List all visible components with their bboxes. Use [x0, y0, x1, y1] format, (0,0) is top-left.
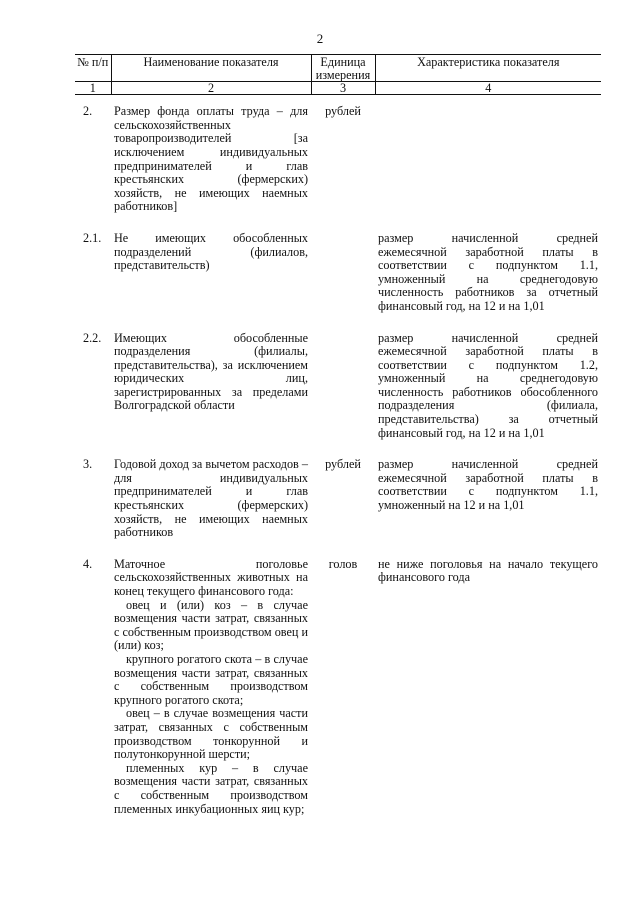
indicators-table	[75, 54, 601, 816]
table-row	[75, 314, 601, 441]
row-unit	[311, 314, 375, 441]
table-row	[75, 95, 601, 214]
row-characteristic: размер начисленной средней ежемесячной заработной платы в соответствии с подпунктом 1.1, умноженный на 12 и на 1,01	[378, 457, 598, 513]
header-unit: Единица измерения	[311, 55, 375, 82]
column-number: 2	[111, 82, 311, 95]
table-row	[75, 214, 601, 314]
column-number: 1	[75, 82, 111, 95]
sub-item: племенных кур – в случае возмещения части затрат, связанных с собственным производством племенных инкубационных яиц кур;	[114, 760, 308, 816]
table-row	[75, 440, 601, 540]
row-number: 4.	[83, 556, 93, 571]
sub-item: овец и (или) коз – в случае возмещения части затрат, связанных с собственным производством овец и (или) коз;	[114, 597, 308, 653]
row-unit	[311, 214, 375, 314]
row-characteristic: не ниже поголовья на начало текущего финансового года	[378, 556, 598, 585]
row-name-cell	[111, 540, 311, 816]
row-name: Не имеющих обособленных подразделений (филиалов, представительств)	[114, 230, 308, 273]
row-characteristic: размер начисленной средней ежемесячной заработной платы в соответствии с подпунктом 1.2, умноженный на среднегодовую численность работников обособленного подразделения (филиала, представительства) за отчетный финансовый год, на 12 и на 1,01	[378, 330, 598, 440]
row-name: Годовой доход за вычетом расходов – для индивидуальных предпринимателей и глав крестьянских (фермерских) хозяйств, не имеющих наемных работников	[114, 457, 308, 540]
header-num: № п/п	[75, 55, 111, 82]
header-name: Наименование показателя	[111, 55, 311, 82]
header-row	[75, 55, 601, 82]
column-number: 4	[375, 82, 601, 95]
row-unit: рублей	[325, 104, 361, 119]
page-number: 2	[316, 31, 324, 46]
row-number: 2.	[83, 104, 93, 119]
row-name: Размер фонда оплаты труда – для сельскохозяйственных товаропроизводителей [за исключением индивидуальных предпринимателей и глав крестьянских (фермерских) хозяйств, не имеющих наемных работников]	[114, 104, 308, 214]
sub-item: крупного рогатого скота – в случае возмещения части затрат, связанных с собственным производством крупного рогатого скота;	[114, 651, 308, 707]
row-number: 3.	[83, 457, 93, 472]
row-number: 2.1.	[83, 230, 102, 245]
row-name: Имеющих обособленные подразделения (филиалы, представительства), за исключением юридических лиц, зарегистрированных за пределами Волгоградской области	[114, 330, 308, 413]
row-name: Маточное поголовье сельскохозяйственных животных на конец текущего финансового года:	[114, 556, 308, 598]
header-characteristic: Характеристика показателя	[375, 55, 601, 82]
column-number: 3	[311, 82, 375, 95]
row-characteristic: размер начисленной средней ежемесячной заработной платы в соответствии с подпунктом 1.1, умноженный на среднегодовую численность работников за отчетный финансовый год, на 12 и на 1,01	[378, 230, 598, 313]
table-row	[75, 540, 601, 816]
column-number-row	[75, 82, 601, 95]
row-number: 2.2.	[83, 330, 102, 345]
row-unit: рублей	[325, 457, 361, 472]
row-characteristic	[375, 95, 601, 214]
sub-item: овец – в случае возмещения части затрат, связанных с собственным производством тонкорунной и полутонкорунной шерсти;	[114, 706, 308, 762]
row-unit: голов	[328, 556, 358, 571]
